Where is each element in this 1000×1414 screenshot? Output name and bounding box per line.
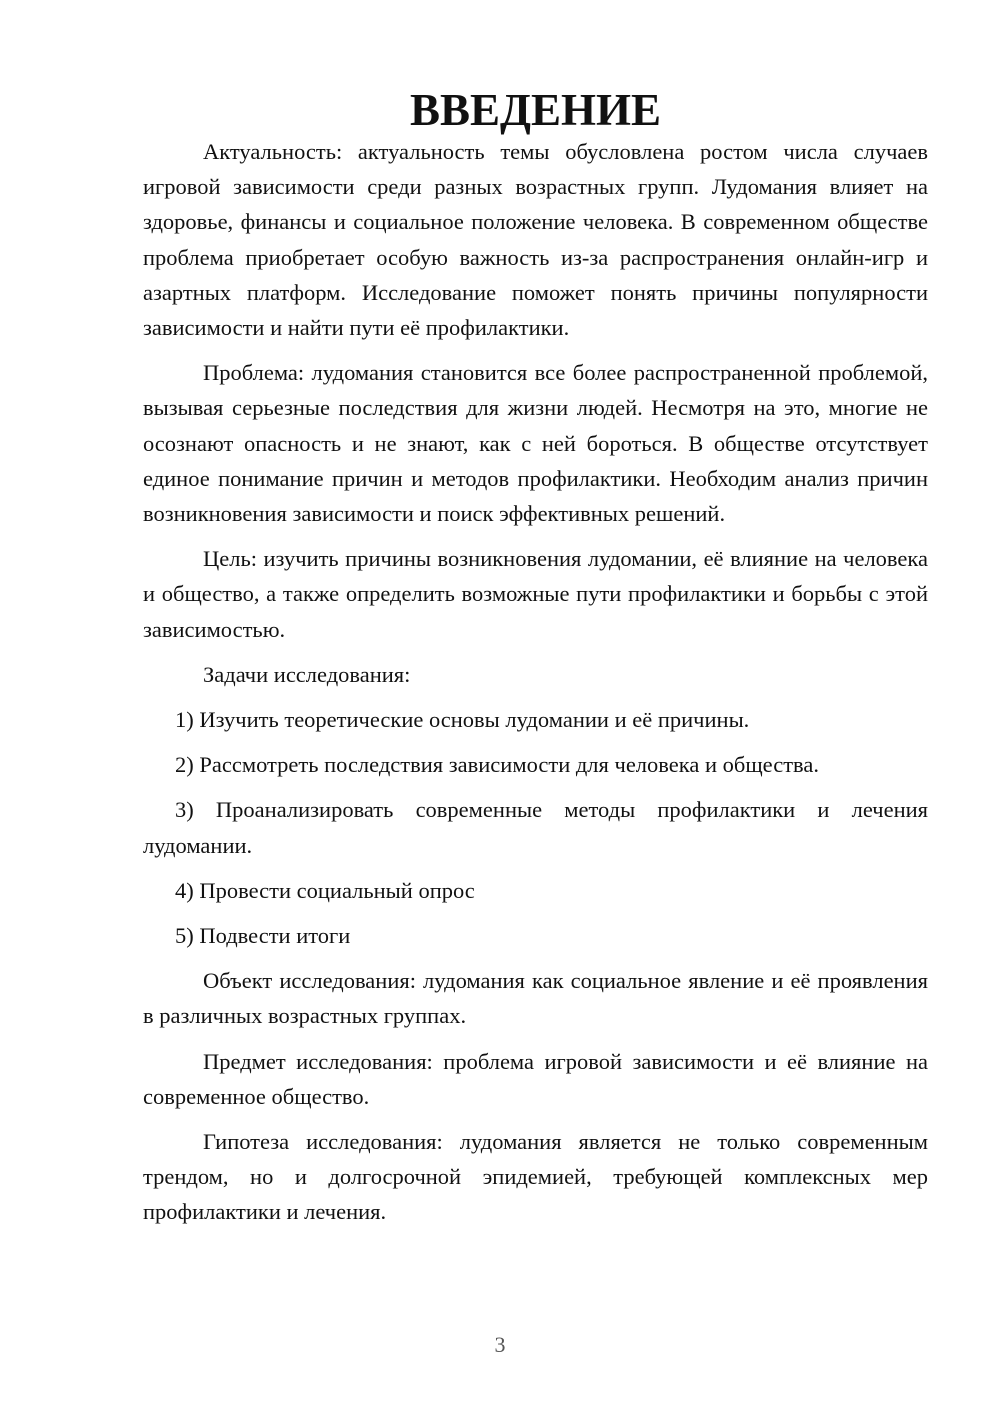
problem-paragraph: Проблема: лудомания становится все более распространенной проблемой, вызывая серьезные последствия для жизни людей. Несмотря на это, многие не осознают опасность и не знают, как с ней бороться. В обществе отсутствует единое понимание причин и методов профилактики. Необходим анализ причин возникновения зависимости и поиск эффективных решений. — [143, 360, 928, 527]
goal-paragraph: Цель: изучить причины возникновения лудомании, её влияние на человека и общество, а также определить возможные пути профилактики и борьбы с этой зависимостью. — [143, 546, 928, 642]
relevance-paragraph: Актуальность: актуальность темы обусловлена ростом числа случаев игровой зависимости среди разных возрастных групп. Лудомания влияет на здоровье, финансы и социальное положение человека. В современном обществе проблема приобретает особую важность из-за распространения онлайн-игр и азартных платформ. Исследование поможет понять причины популярности зависимости и найти пути её профилактики. — [143, 139, 928, 341]
object-paragraph: Объект исследования: лудомания как социальное явление и её проявления в различных возрастных группах. — [143, 968, 928, 1029]
task-item-1: 1) Изучить теоретические основы лудомании и её причины. — [175, 707, 750, 733]
hypothesis-paragraph: Гипотеза исследования: лудомания является не только современным трендом, но и долгосрочной эпидемией, требующей комплексных мер профилактики и лечения. — [143, 1129, 928, 1225]
section-title: ВВЕДЕНИЕ — [409, 85, 662, 135]
page-number: 3 — [494, 1332, 506, 1357]
task-item-2: 2) Рассмотреть последствия зависимости для человека и общества. — [175, 752, 819, 778]
task-item-4: 4) Провести социальный опрос — [175, 877, 475, 903]
tasks-heading: Задачи исследования: — [203, 661, 411, 687]
subject-paragraph: Предмет исследования: проблема игровой зависимости и её влияние на современное общество. — [143, 1048, 928, 1109]
page-content — [143, 85, 928, 1240]
task-item-5: 5) Подвести итоги — [175, 923, 351, 949]
task-item-3: 3) Проанализировать современные методы профилактики и лечения лудомании. — [143, 797, 928, 858]
